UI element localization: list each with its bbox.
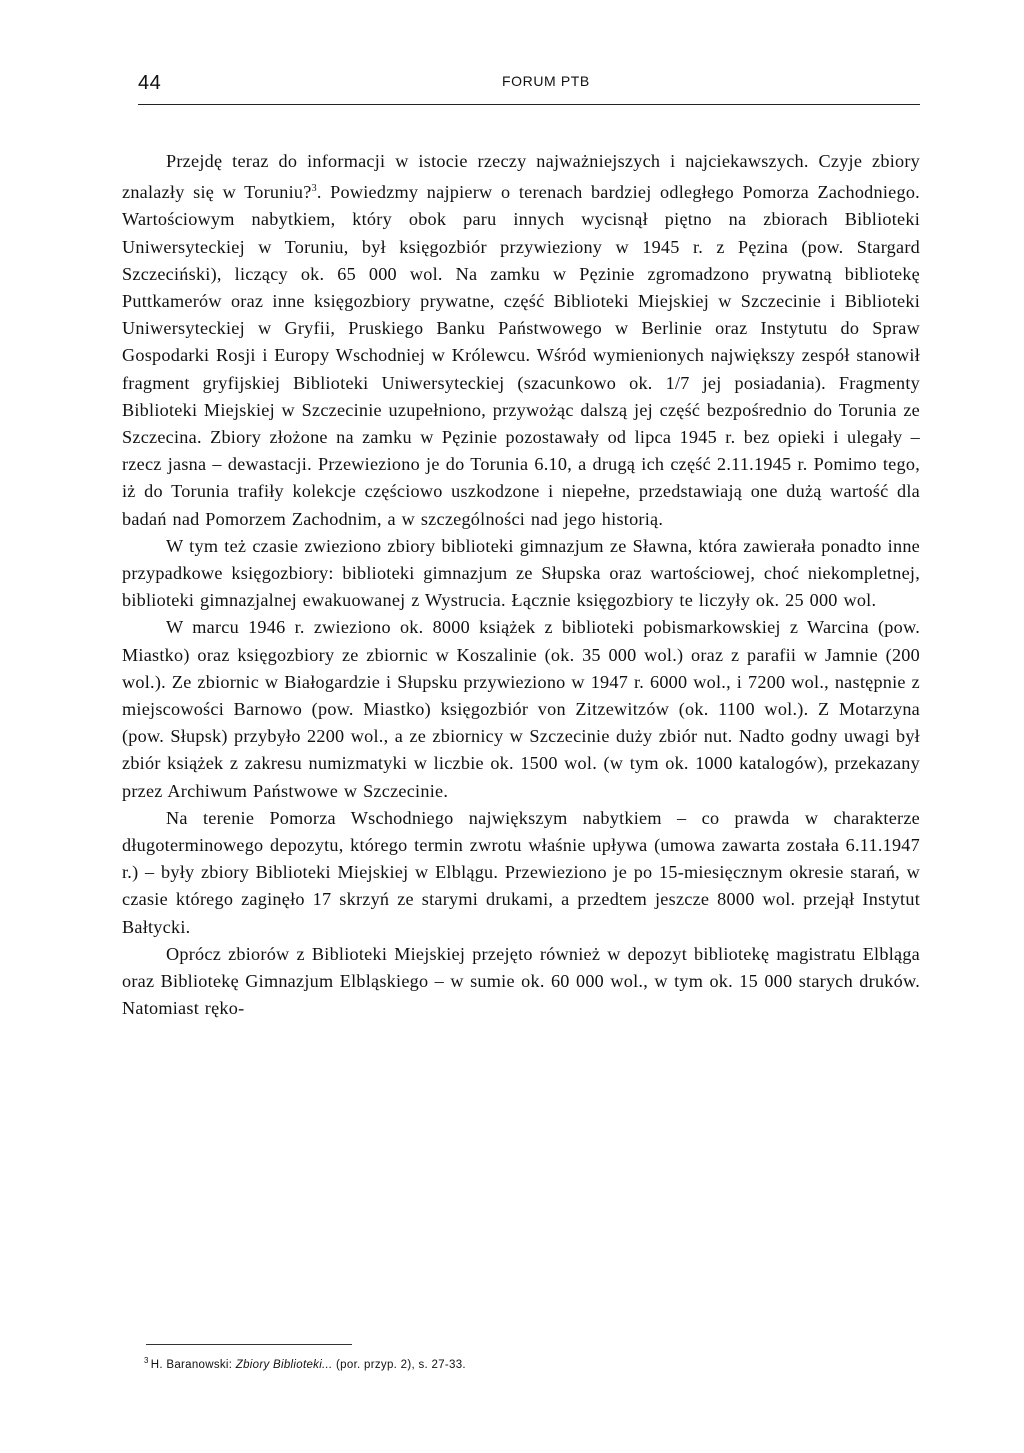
paragraph-2: W tym też czasie zwieziono zbiory biblioteki gimnazjum ze Sławna, która zawierała ponadto inne przypadkowe księgozbiory: biblioteki gimnazjum ze Słupska oraz wartościowej, choć niekompletnej, biblioteki gimnazjalnej ewakuowanej z Wystrucia. Łącznie księgozbiory te liczyły ok. 25 000 wol.: [122, 535, 920, 611]
paragraph-3: W marcu 1946 r. zwieziono ok. 8000 książek z biblioteki pobismarkowskiej z Warcina (pow. Miastko) oraz księgozbiory ze zbiornic w Koszalinie (ok. 35 000 wol.) oraz z parafii w Jamnie (200 wol.). Ze zbiornic w Białogardzie i Słupsku przywieziono w 1947 r. 6000 wol., i 7200 wol., następnie z miejscowości Barnowo (pow. Miastko) księgozbiór von Zitzewitzów (ok. 1100 wol.). Z Motarzyna (pow. Słupsk) przybyło 2200 wol., a ze zbiornicy w Szczecinie duży zbiór nut. Nadto godny uwagi był zbiór książek z zakresu numizmatyki w liczbie ok. 1500 wol. (w tym ok. 1000 katalogów), przekazany przez Archiwum Państwowe w Szczecinie.: [122, 617, 920, 801]
page-number: 44: [138, 72, 162, 94]
footnote-author: H. Baranowski:: [150, 1359, 236, 1371]
footnote-rule: [146, 1344, 352, 1345]
paragraph-4: Na terenie Pomorza Wschodniego największym nabytkiem – co prawda w charakterze długoterminowego depozytu, którego termin zwrotu właśnie upływa (umowa zawarta została 6.11.1947 r.) – były zbiory Biblioteki Miejskiej w Elblągu. Przewieziono je po 15-miesięcznym okresie starań, w czasie którego zaginęło 17 skrzyń ze starymi drukami, a przedtem jeszcze 8000 wol. przejął Instytut Bałtycki.: [122, 807, 920, 937]
document-page: [122, 0, 920, 1453]
header-rule: [138, 104, 920, 105]
footnote: [144, 1352, 904, 1374]
running-title: FORUM PTB: [502, 73, 590, 89]
footnote-reference[interactable]: 3: [311, 183, 317, 195]
paragraph-1: [122, 148, 920, 533]
paragraph-5: Oprócz zbiorów z Biblioteki Miejskiej przejęto również w depozyt bibliotekę magistratu Elbląga oraz Bibliotekę Gimnazjum Elbląskiego – w sumie ok. 60 000 wol., w tym ok. 15 000 starych druków. Natomiast ręko-: [122, 943, 920, 1019]
page-header: [122, 70, 920, 102]
paragraph-1-text-b: . Powiedzmy najpierw o terenach bardziej odległego Pomorza Zachodniego. Wartościowym nabytkiem, który obok paru innych wycisnął piętno na zbiorach Biblioteki Uniwersyteckiej w Toruniu, był księgozbiór przywieziony w 1945 r. z Pęzina (pow. Stargard Szczeciński), liczący ok. 65 000 wol. Na zamku w Pęzinie zgromadzono prywatną bibliotekę Puttkamerów oraz inne księgozbiory prywatne, część Biblioteki Miejskiej w Szczecinie i Biblioteki Uniwersyteckiej w Gryfii, Pruskiego Banku Państwowego w Berlinie oraz Instytutu do Spraw Gospodarki Rosji i Europy Wschodniej w Królewcu. Wśród wymienionych największy zespół stanowił fragment gryfijskiej Biblioteki Uniwersyteckiej (szacunkowo ok. 1/7 jej posiadania). Fragmenty Biblioteki Miejskiej w Szczecinie uzupełniono, przywożąc dalszą jej część bezpośrednio do Torunia ze Szczecina. Zbiory złożone na zamku w Pęzinie pozostawały od lipca 1945 r. bez opieki i ulegały – rzecz jasna – dewastacji. Przewieziono je do Torunia 6.10, a drugą ich część 2.11.1945 r. Pomimo tego, iż do Torunia trafiły kolekcje częściowo uszkodzone i niepełne, przedstawiają one dużą wartość dla badań nad Pomorzem Zachodnim, a w szczególności nad jego historią.: [122, 182, 920, 529]
footnote-rest: (por. przyp. 2), s. 27-33.: [332, 1359, 466, 1371]
footnote-title: Zbiory Biblioteki...: [235, 1359, 333, 1371]
footnote-number: 3: [144, 1356, 149, 1365]
paragraph-1-text-a: Przejdę teraz do informacji w istocie rzeczy najważniejszych i najciekawszych. Czyje zbiory znalazły się w Toruniu?: [122, 151, 920, 203]
body-text: [122, 148, 920, 1023]
